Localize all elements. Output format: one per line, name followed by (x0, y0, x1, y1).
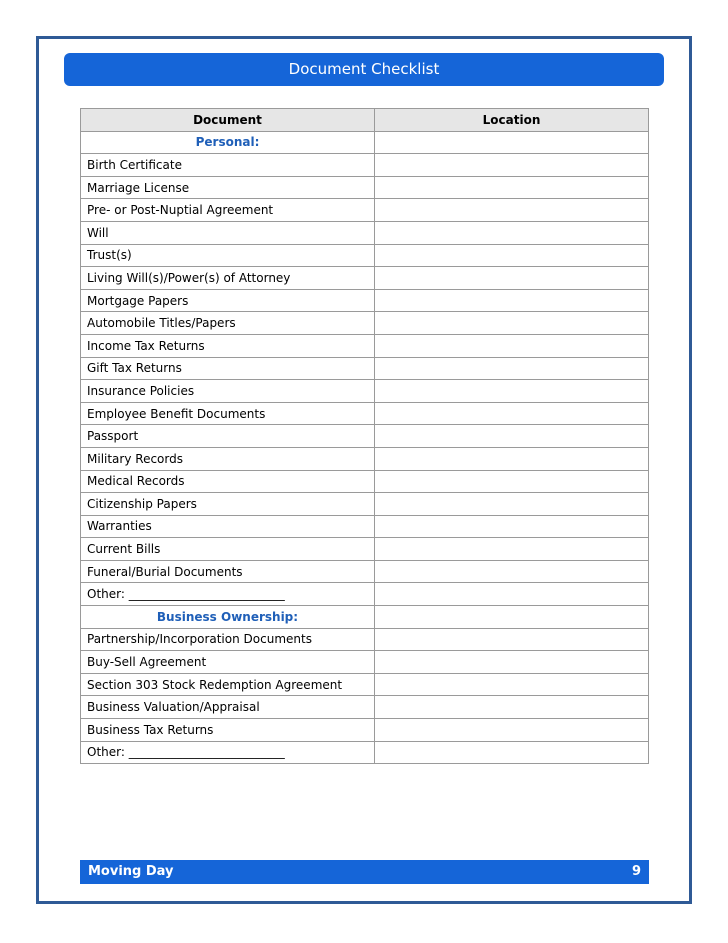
location-cell[interactable] (375, 470, 649, 493)
table-row (81, 470, 649, 493)
location-cell[interactable] (375, 425, 649, 448)
document-cell: Citizenship Papers (81, 493, 375, 516)
location-cell[interactable] (375, 380, 649, 403)
document-cell: Business Valuation/Appraisal (81, 696, 375, 719)
location-cell[interactable] (375, 199, 649, 222)
table-row (81, 289, 649, 312)
page-number: 9 (631, 864, 641, 879)
location-cell[interactable] (375, 538, 649, 561)
location-cell[interactable] (375, 334, 649, 357)
table-row (81, 447, 649, 470)
table-row (81, 560, 649, 583)
document-cell: Other: __________________________ (81, 583, 375, 606)
document-cell: Military Records (81, 447, 375, 470)
document-cell: Buy-Sell Agreement (81, 651, 375, 674)
page-title: Document Checklist (64, 53, 664, 86)
checklist-body (81, 131, 649, 764)
location-cell[interactable] (375, 221, 649, 244)
location-cell[interactable] (375, 741, 649, 764)
location-cell[interactable] (375, 493, 649, 516)
table-row (81, 221, 649, 244)
document-cell: Mortgage Papers (81, 289, 375, 312)
table-row (81, 267, 649, 290)
table-row (81, 719, 649, 742)
column-header-document: Document (81, 109, 375, 132)
document-cell: Birth Certificate (81, 154, 375, 177)
table-row (81, 538, 649, 561)
document-cell: Employee Benefit Documents (81, 402, 375, 425)
location-cell[interactable] (375, 447, 649, 470)
location-cell[interactable] (375, 606, 649, 629)
section-heading: Personal: (81, 131, 375, 154)
table-row (81, 334, 649, 357)
footer-bar (80, 860, 649, 884)
location-cell[interactable] (375, 696, 649, 719)
section-heading-row (81, 131, 649, 154)
column-header-location: Location (375, 109, 649, 132)
document-cell: Will (81, 221, 375, 244)
document-cell: Medical Records (81, 470, 375, 493)
table-row (81, 425, 649, 448)
location-cell[interactable] (375, 719, 649, 742)
location-cell[interactable] (375, 583, 649, 606)
table-row (81, 312, 649, 335)
location-cell[interactable] (375, 131, 649, 154)
location-cell[interactable] (375, 244, 649, 267)
location-cell[interactable] (375, 357, 649, 380)
footer-title: Moving Day (88, 864, 174, 879)
document-cell: Gift Tax Returns (81, 357, 375, 380)
document-cell: Passport (81, 425, 375, 448)
location-cell[interactable] (375, 289, 649, 312)
table-row (81, 628, 649, 651)
location-cell[interactable] (375, 560, 649, 583)
table-row (81, 515, 649, 538)
location-cell[interactable] (375, 628, 649, 651)
document-cell: Living Will(s)/Power(s) of Attorney (81, 267, 375, 290)
table-row (81, 583, 649, 606)
section-heading-row (81, 606, 649, 629)
location-cell[interactable] (375, 402, 649, 425)
location-cell[interactable] (375, 267, 649, 290)
table-row (81, 402, 649, 425)
document-cell: Insurance Policies (81, 380, 375, 403)
location-cell[interactable] (375, 673, 649, 696)
table-row (81, 357, 649, 380)
table-row (81, 244, 649, 267)
location-cell[interactable] (375, 651, 649, 674)
table-row (81, 154, 649, 177)
section-heading: Business Ownership: (81, 606, 375, 629)
document-cell: Current Bills (81, 538, 375, 561)
table-row (81, 651, 649, 674)
document-cell: Automobile Titles/Papers (81, 312, 375, 335)
table-header-row (81, 109, 649, 132)
table-row (81, 199, 649, 222)
location-cell[interactable] (375, 176, 649, 199)
document-cell: Warranties (81, 515, 375, 538)
document-checklist-table (80, 108, 649, 764)
table-row (81, 176, 649, 199)
table-row (81, 493, 649, 516)
document-cell: Income Tax Returns (81, 334, 375, 357)
document-cell: Other: __________________________ (81, 741, 375, 764)
location-cell[interactable] (375, 312, 649, 335)
document-cell: Section 303 Stock Redemption Agreement (81, 673, 375, 696)
document-cell: Marriage License (81, 176, 375, 199)
table-row (81, 696, 649, 719)
document-cell: Funeral/Burial Documents (81, 560, 375, 583)
table-row (81, 673, 649, 696)
table-row (81, 380, 649, 403)
document-cell: Trust(s) (81, 244, 375, 267)
document-cell: Partnership/Incorporation Documents (81, 628, 375, 651)
document-cell: Pre- or Post-Nuptial Agreement (81, 199, 375, 222)
document-cell: Business Tax Returns (81, 719, 375, 742)
table-row (81, 741, 649, 764)
location-cell[interactable] (375, 154, 649, 177)
location-cell[interactable] (375, 515, 649, 538)
